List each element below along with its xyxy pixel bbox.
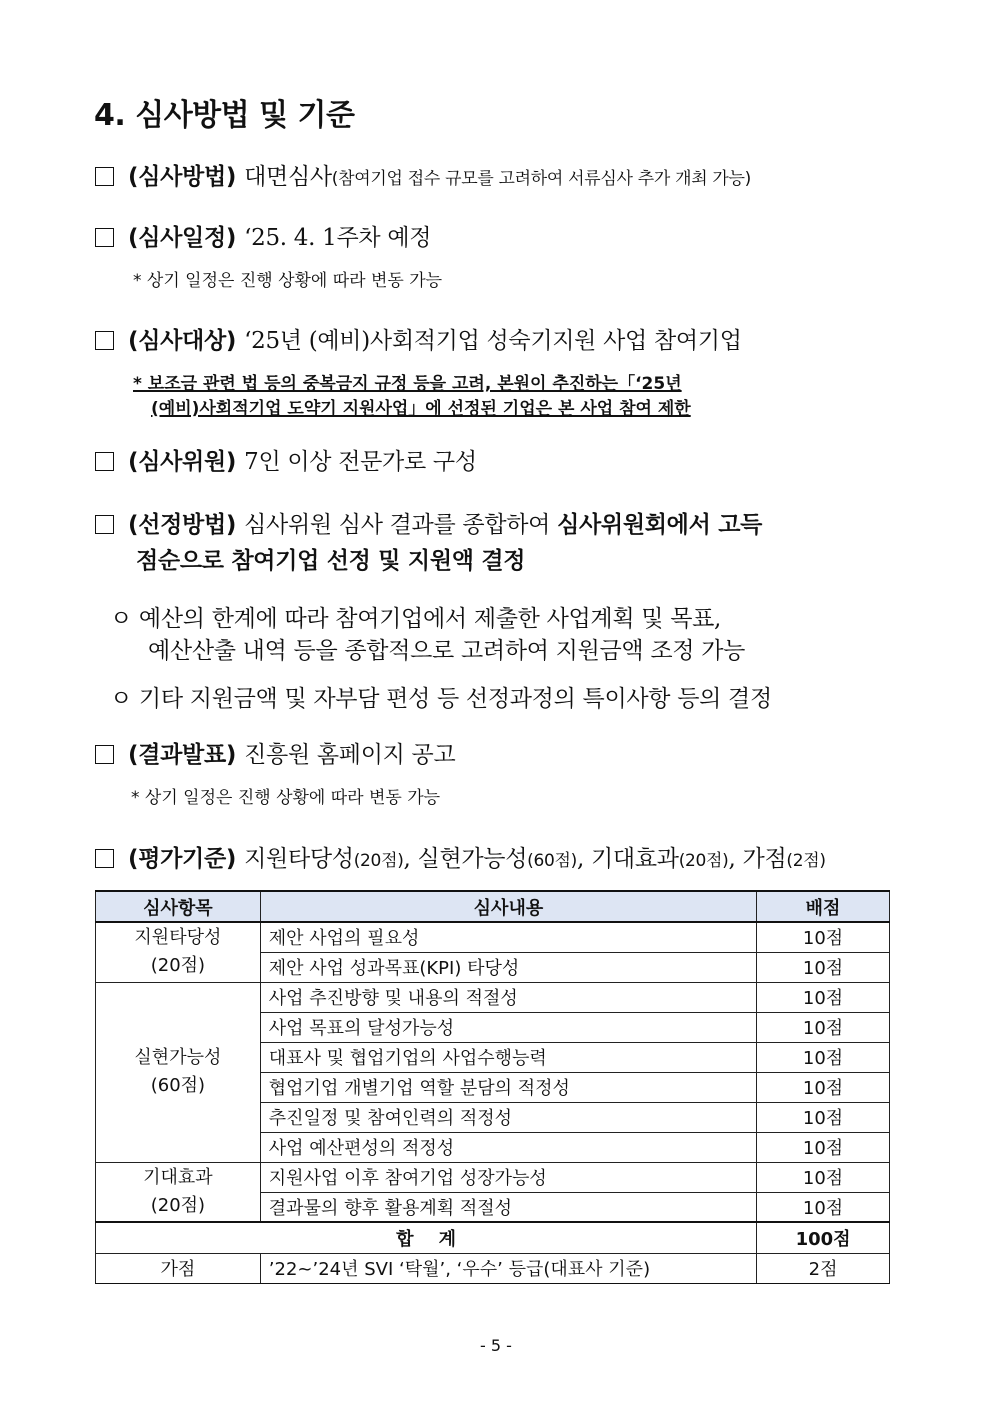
category-points: (20점) (150, 1194, 206, 1216)
selection-line2: 점순으로 참여기업 선정 및 지원액 결정 (136, 548, 526, 574)
bonus-category: 가점 (96, 1253, 261, 1283)
score-cell: 10점 (757, 952, 890, 982)
item-method (95, 158, 751, 191)
content-cell: 지원사업 이후 참여기업 성장가능성 (260, 1162, 756, 1192)
page-number: - 5 - (480, 1336, 512, 1355)
total-score: 100점 (757, 1222, 890, 1253)
item-text: 7인 이상 전문가로 구성 (244, 449, 477, 475)
score-cell: 10점 (757, 1072, 890, 1102)
table-row (96, 922, 890, 952)
category-cell (96, 982, 261, 1162)
item-target (95, 322, 742, 355)
score-cell: 10점 (757, 1012, 890, 1042)
item-label: (심사위원) (128, 449, 237, 475)
content-cell: 사업 목표의 달성가능성 (260, 1012, 756, 1042)
category-name: 기대효과 (143, 1166, 213, 1188)
category-cell (96, 922, 261, 982)
content-cell: 추진일정 및 참여인력의 적정성 (260, 1102, 756, 1132)
checkbox-square-icon (95, 167, 114, 186)
selection-bullet1-line2: 예산산출 내역 등을 종합적으로 고려하여 지원금액 조정 가능 (148, 638, 746, 664)
item-result (95, 736, 455, 769)
item-label: (결과발표) (128, 742, 237, 768)
content-cell: 협업기업 개별기업 역할 분담의 적정성 (260, 1072, 756, 1102)
item-text: , 가점 (728, 846, 787, 872)
item-label: (심사대상) (128, 328, 237, 354)
criteria-score: (60점) (527, 851, 577, 871)
item-label: (선정방법) (128, 512, 237, 538)
item-selection (95, 506, 762, 539)
item-text: ‘25년 (예비)사회적기업 성숙기지원 사업 참여기업 (244, 328, 742, 354)
schedule-note: * 상기 일정은 진행 상황에 따라 변동 가능 (133, 271, 443, 291)
total-label: 합 계 (96, 1222, 757, 1253)
criteria-score: (2점) (786, 851, 826, 871)
checkbox-square-icon (95, 515, 114, 534)
bonus-content: ’22~’24년 SVI ‘탁월’, ‘우수’ 등급(대표사 기준) (260, 1253, 756, 1283)
section-heading: 4. 심사방법 및 기준 (94, 98, 355, 133)
total-row (96, 1222, 890, 1253)
score-cell: 10점 (757, 1192, 890, 1222)
category-name: 실현가능성 (134, 1047, 222, 1068)
item-label: (심사방법) (128, 164, 237, 190)
checkbox-square-icon (95, 331, 114, 350)
table-row (96, 982, 890, 1012)
header-content: 심사내용 (260, 891, 756, 922)
item-label: (심사일정) (128, 225, 237, 251)
score-cell: 10점 (757, 922, 890, 952)
checkbox-square-icon (95, 228, 114, 247)
item-text: ‘25. 4. 1주차 예정 (244, 225, 432, 251)
item-text: , 실현가능성 (403, 846, 528, 872)
table-header-row (96, 891, 890, 922)
item-text: , 기대효과 (576, 846, 679, 872)
item-small: (참여기업 접수 규모를 고려하여 서류심사 추가 개최 가능) (331, 169, 751, 189)
item-committee (95, 443, 477, 476)
criteria-score: (20점) (353, 851, 404, 871)
selection-bullet1-line1: ㅇ 예산의 한계에 따라 참여기업에서 제출한 사업계획 및 목표, (110, 606, 722, 632)
item-criteria (95, 840, 826, 873)
item-schedule (95, 219, 431, 252)
content-cell: 사업 예산편성의 적정성 (260, 1132, 756, 1162)
content-cell: 대표사 및 협업기업의 사업수행능력 (260, 1042, 756, 1072)
score-cell: 10점 (757, 982, 890, 1012)
category-points: (20점) (150, 955, 206, 977)
score-cell: 10점 (757, 1042, 890, 1072)
item-text: 대면심사 (244, 164, 332, 190)
target-note-line2: (예비)사회적기업 도약기 지원사업」에 선정된 기업은 본 사업 참여 제한 (151, 399, 691, 419)
target-note-line1: * 보조금 관련 법 등의 중복금지 규정 등을 고려, 본원이 추진하는「‘25년 (133, 374, 682, 394)
header-score: 배점 (757, 891, 890, 922)
content-cell: 제안 사업 성과목표(KPI) 타당성 (260, 952, 756, 982)
checkbox-square-icon (95, 452, 114, 471)
content-cell: 사업 추진방향 및 내용의 적절성 (260, 982, 756, 1012)
content-cell: 제안 사업의 필요성 (260, 922, 756, 952)
content-cell: 결과물의 향후 활용계획 적절성 (260, 1192, 756, 1222)
score-cell: 10점 (757, 1102, 890, 1132)
table-row (96, 1162, 890, 1192)
evaluation-table (95, 890, 890, 1284)
selection-bullet2: ㅇ 기타 지원금액 및 자부담 편성 등 선정과정의 특이사항 등의 결정 (110, 686, 772, 712)
item-text-bold: 심사위원회에서 고득 (557, 512, 763, 538)
header-category: 심사항목 (96, 891, 261, 922)
score-cell: 10점 (757, 1132, 890, 1162)
category-cell (96, 1162, 261, 1222)
criteria-score: (20점) (678, 851, 729, 871)
bonus-row (96, 1253, 890, 1283)
item-text: 진흥원 홈페이지 공고 (244, 742, 456, 768)
category-name: 지원타당성 (134, 927, 222, 949)
checkbox-square-icon (95, 849, 114, 868)
bonus-score: 2점 (757, 1253, 890, 1283)
category-points: (60점) (150, 1075, 206, 1096)
item-text: 심사위원 심사 결과를 종합하여 (244, 512, 551, 538)
item-text: 지원타당성 (244, 846, 354, 872)
result-note: * 상기 일정은 진행 상황에 따라 변동 가능 (131, 788, 441, 808)
checkbox-square-icon (95, 745, 114, 764)
score-cell: 10점 (757, 1162, 890, 1192)
item-label: (평가기준) (128, 846, 237, 872)
